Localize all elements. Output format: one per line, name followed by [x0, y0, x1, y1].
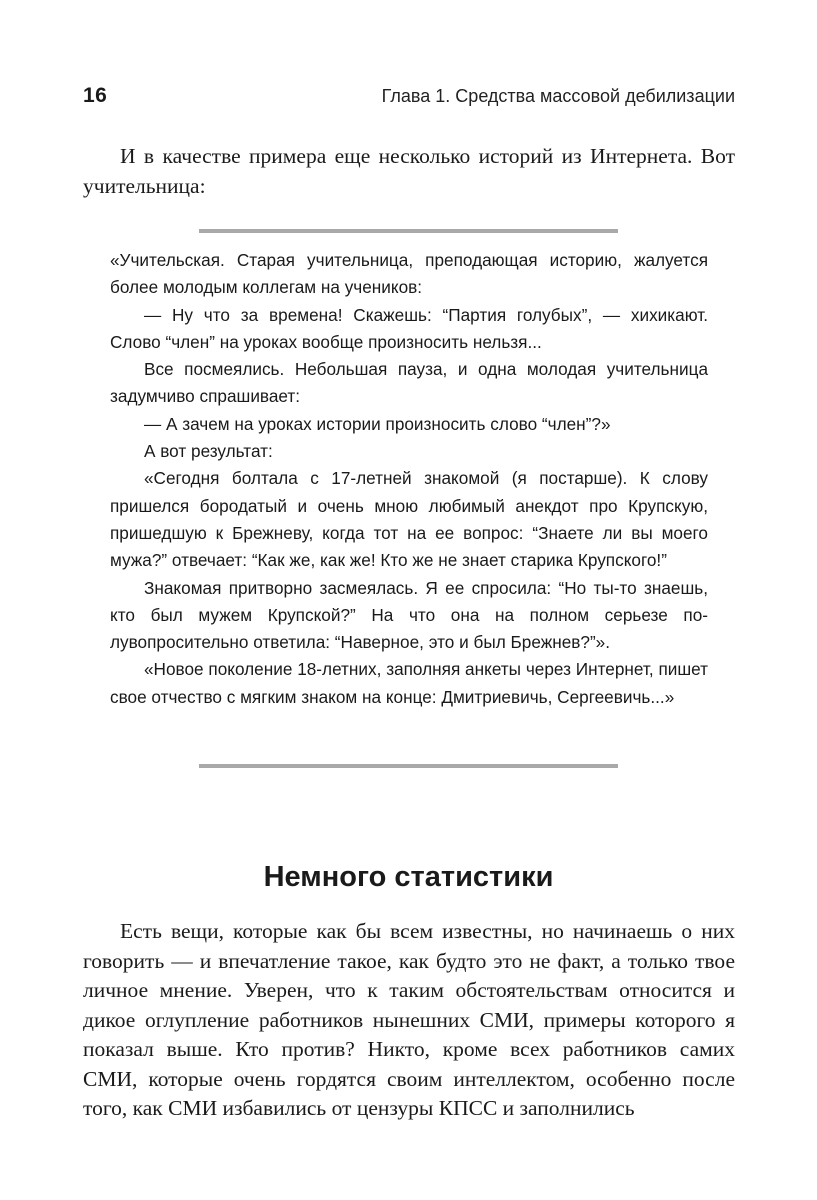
intro-paragraph: И в качестве примера еще несколько историй из Интернета. Вот учительница:: [83, 144, 735, 198]
quote-paragraph: «Новое поколение 18-летних, заполняя анкеты через Интернет, пишет свое отчество с мягким знаком на конце: Дмитриевичь, Сергеевичь...»: [110, 659, 708, 707]
section-heading: Немного статистики: [263, 861, 554, 893]
intro-text: [83, 142, 735, 201]
quote-block: [110, 247, 708, 711]
quote-top-rule: [199, 229, 618, 233]
quote-paragraph: «Сегодня болтала с 17-летней знакомой (я постарше). К слову пришелся бородатый и очень мною любимый анекдот про Крупскую, пришедшую к Брежневу, когда тот на ее вопрос: “Знаете ли вы моего мужа?” отвечает: “Как же, как же! Кто же не знает старика Крупского!”: [110, 468, 708, 571]
quote-paragraph: Знакомая притворно засмеялась. Я ее спросила: “Но ты-то знаешь, кто был мужем Крупской?” На что она на полном серьезе полувопросительно ответила: “Наверное, это и был Брежнев?”».: [110, 577, 708, 653]
quote-paragraph: — Ну что за времена! Скажешь: “Партия голубых”, — хихикают. Слово “член” на уроках вообще произносить нельзя...: [110, 304, 708, 352]
quote-paragraph: — А зачем на уроках истории произносить слово “член”?»: [144, 413, 611, 434]
page-number: 16: [83, 84, 108, 107]
quote-paragraph: «Учительская. Старая учительница, преподающая историю, жалуется более молодым коллегам на учеников:: [110, 250, 708, 298]
body-text: [83, 917, 735, 1124]
quote-paragraph: Все посмеялись. Небольшая пауза, и одна молодая учительница задумчиво спрашивает:: [110, 359, 708, 407]
running-header-chapter-title: Глава 1. Средства массовой дебилизации: [381, 86, 735, 106]
quote-paragraph: А вот результат:: [144, 441, 273, 462]
quote-bottom-rule: [199, 764, 618, 768]
body-paragraph: Есть вещи, которые как бы всем известны, но начинаешь о них говорить — и впечатление такое, как будто это не факт, а только твое личное мнение. Уверен, что к таким обстоятельствам относится и дикое оглупление работников нынешних СМИ, примеры которого я показал выше. Кто против? Никто, кроме всех работников самих СМИ, которые очень гордятся своим интеллектом, особенно после того, как СМИ избавились от цензуры КПСС и заполнились: [83, 919, 735, 1120]
